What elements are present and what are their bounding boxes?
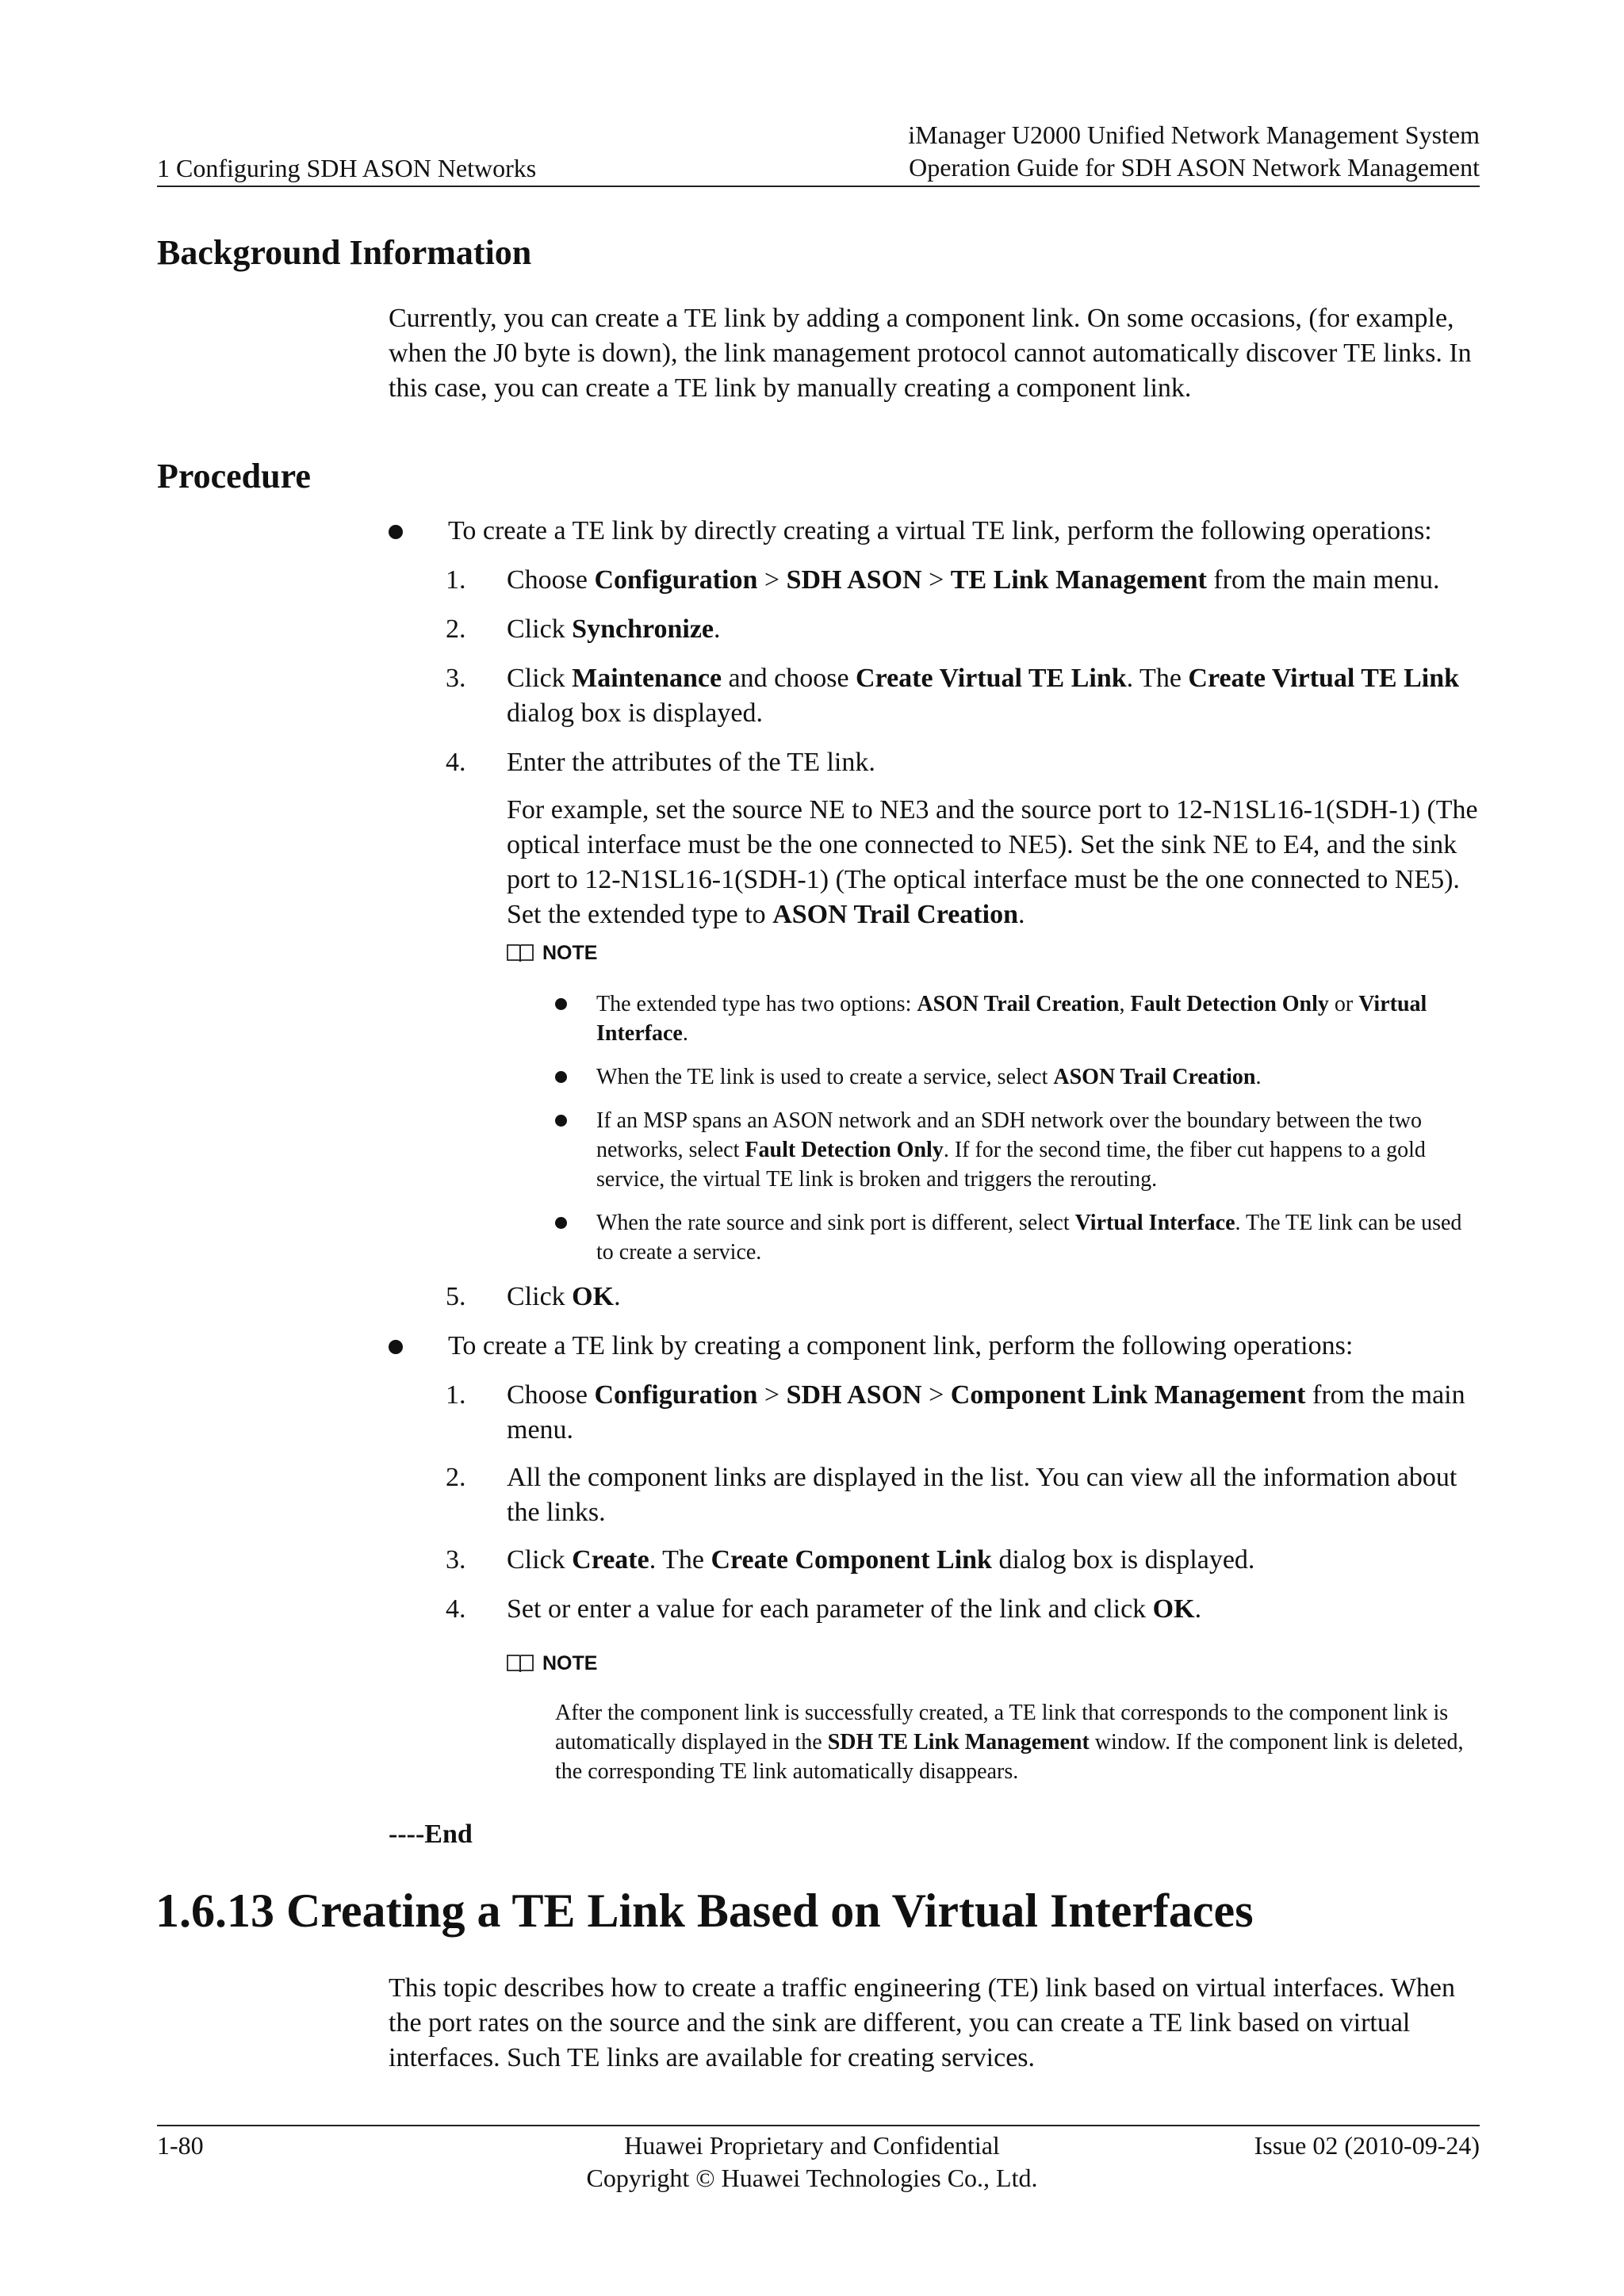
note-item-text: When the rate source and sink port is different, select Virtual Interface. The TE link can be used to create a service. (596, 1211, 1462, 1265)
step-example-text: For example, set the source NE to NE3 and the source port to 12-N1SL16-1(SDH-1) (The optical interface must be the one connected to NE5). Set the sink NE to E4, and the sink port to 12-N1SL16-1(SDH-1) (The optical interface must be the one connected to NE5). Set the extended type to ASON Trail Creation. (507, 795, 1478, 929)
step-number: 2. (446, 1463, 466, 1492)
header-chapter: 1 Configuring SDH ASON Networks (157, 154, 537, 182)
header-title-line2: Operation Guide for SDH ASON Network Management (909, 153, 1480, 182)
step-text: Choose Configuration > SDH ASON > TE Link Management from the main menu. (507, 565, 1440, 595)
note-item-text: The extended type has two options: ASON Trail Creation, Fault Detection Only or Virtual Interface. (596, 992, 1427, 1046)
footer-page-number: 1-80 (157, 2131, 204, 2160)
step-text: Click Create. The Create Component Link dialog box is displayed. (507, 1545, 1255, 1575)
background-paragraph (389, 301, 1480, 406)
bullet-dot (555, 1071, 567, 1083)
bullet-text: To create a TE link by directly creating a virtual TE link, perform the following operations: (448, 516, 1432, 545)
step-number: 3. (446, 1545, 466, 1575)
header-title-line1: iManager U2000 Unified Network Management System (908, 121, 1480, 149)
note-label-2 (506, 1651, 597, 1676)
step-number: 2. (446, 614, 466, 644)
header-title (908, 119, 1480, 184)
note-label-text: NOTE (542, 942, 598, 964)
step-number: 1. (446, 565, 466, 595)
step-text: Click OK. (507, 1282, 621, 1311)
footer-copyright: Copyright © Huawei Technologies Co., Ltd. (586, 2164, 1038, 2192)
step-number: 5. (446, 1282, 466, 1311)
step-number: 4. (446, 1594, 466, 1624)
step-number: 1. (446, 1380, 466, 1410)
section-heading: 1.6.13 Creating a TE Link Based on Virtual Interfaces (155, 1885, 1254, 1937)
step-number: 3. (446, 664, 466, 693)
procedure-heading: Procedure (157, 457, 311, 496)
book-icon (506, 1653, 534, 1674)
step-number: 4. (446, 748, 466, 777)
section-text: This topic describes how to create a traffic engineering (TE) link based on virtual interfaces. When the port rates on the source and the sink are different, you can create a TE link based on virtual interfaces. Such TE links are available for creating services. (389, 1973, 1456, 2072)
book-icon (506, 943, 534, 963)
note-item-text: When the TE link is used to create a service, select ASON Trail Creation. (596, 1065, 1262, 1089)
step-text: Click Synchronize. (507, 614, 721, 644)
bullet-dot (555, 1115, 567, 1127)
bullet-text: To create a TE link by creating a component link, perform the following operations: (448, 1331, 1354, 1360)
note-item-text: If an MSP spans an ASON network and an SDH network over the boundary between the two networks, select Fault Detection Only. If for the second time, the fiber cut happens to a gold service, the virtual TE link is broken and triggers the rerouting. (596, 1108, 1426, 1192)
bullet-dot (555, 1217, 567, 1229)
bullet-dot (389, 525, 403, 539)
footer-proprietary: Huawei Proprietary and Confidential (624, 2131, 1000, 2160)
header-divider (157, 186, 1480, 187)
step-text: Enter the attributes of the TE link. (507, 748, 875, 777)
section-paragraph (389, 1971, 1480, 2076)
step-text: Click Maintenance and choose Create Virtual TE Link. The Create Virtual TE Link dialog box is displayed. (507, 664, 1460, 728)
background-heading: Background Information (157, 233, 532, 272)
note-label-1 (506, 940, 597, 966)
bullet-dot (555, 998, 567, 1010)
step-text: Choose Configuration > SDH ASON > Component Link Management from the main menu. (507, 1380, 1465, 1445)
bullet-dot (389, 1340, 403, 1354)
footer-divider (157, 2125, 1480, 2126)
step-text: Set or enter a value for each parameter of the link and click OK. (507, 1594, 1202, 1624)
footer-issue: Issue 02 (2010-09-24) (1254, 2131, 1480, 2160)
note-label-text: NOTE (542, 1652, 598, 1674)
background-text: Currently, you can create a TE link by adding a component link. On some occasions, (for example, when the J0 byte is down), the link management protocol cannot automatically discover TE links. In this case, you can create a TE link by manually creating a component link. (389, 304, 1472, 403)
step-text: All the component links are displayed in the list. You can view all the information about the links. (507, 1463, 1457, 1527)
note-text-component-link: After the component link is successfully created, a TE link that corresponds to the component link is automatically displayed in the SDH TE Link Management window. If the component link is deleted, the corresponding TE link automatically disappears. (555, 1701, 1464, 1784)
procedure-end-mark: ----End (389, 1820, 473, 1849)
